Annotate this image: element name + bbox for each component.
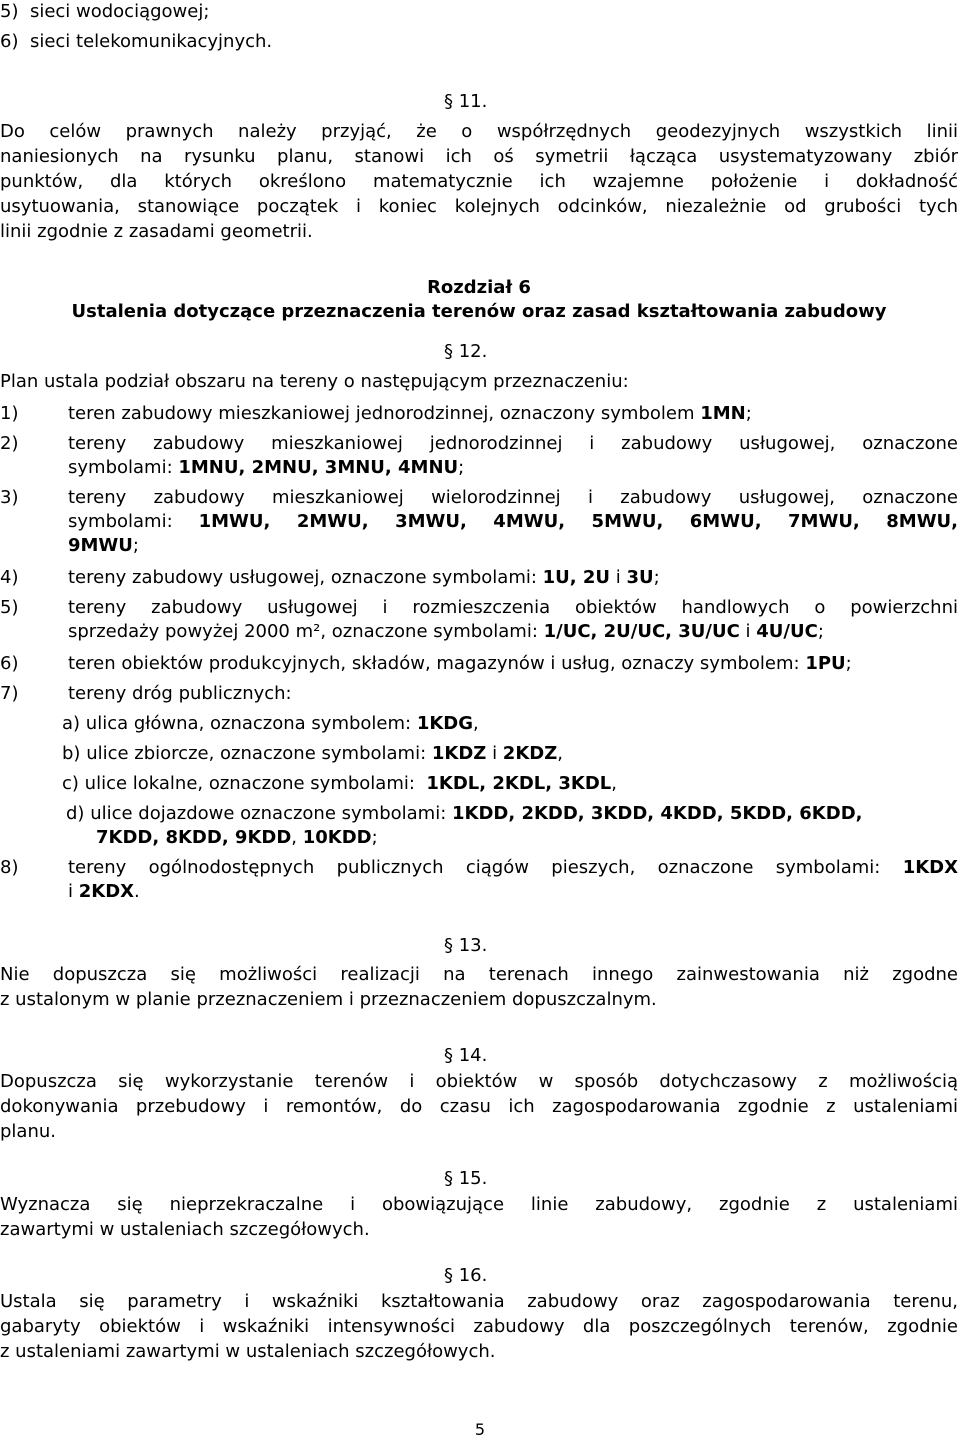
sub-list-item: b) ulice zbiorcze, oznaczone symbolami: 1KDZ i 2KDZ,	[62, 743, 563, 764]
list-number: 6)	[0, 653, 19, 674]
paragraph-line: gabaryty obiektów i wskaźniki intensywności zabudowy dla poszczególnych terenów, zgodnie	[0, 1316, 958, 1337]
chapter-subtitle: Ustalenia dotyczące przeznaczenia terenów oraz zasad kształtowania zabudowy	[71, 301, 887, 322]
list-item-line: tereny zabudowy mieszkaniowej jednorodzinnej i zabudowy usługowej, oznaczone	[68, 433, 958, 454]
list-number: 7)	[0, 683, 19, 704]
paragraph-line: Do celów prawnych należy przyjąć, że o współrzędnych geodezyjnych wszystkich linii	[0, 121, 958, 142]
chapter-title: Rozdział 6	[427, 277, 531, 298]
list-item-line: tereny ogólnodostępnych publicznych ciągów pieszych, oznaczone symbolami: 1KDX	[68, 857, 958, 878]
list-number: 8)	[0, 857, 19, 878]
list-item-line: symbolami: 1MNU, 2MNU, 3MNU, 4MNU;	[68, 457, 465, 478]
paragraph-line: naniesionych na rysunku planu, stanowi ich oś symetrii łącząca usystematyzowany zbiór	[0, 146, 958, 167]
paragraph-line: Dopuszcza się wykorzystanie terenów i obiektów w sposób dotychczasowy z możliwością	[0, 1071, 958, 1092]
paragraph-number: § 15.	[444, 1168, 488, 1189]
paragraph-line: Wyznacza się nieprzekraczalne i obowiązujące linie zabudowy, zgodnie z ustaleniami	[0, 1194, 958, 1215]
sub-list-item: d) ulice dojazdowe oznaczone symbolami: 1KDD, 2KDD, 3KDD, 4KDD, 5KDD, 6KDD,	[66, 803, 863, 824]
sub-list-item: a) ulica główna, oznaczona symbolem: 1KDG,	[62, 713, 479, 734]
page-number: 5	[474, 1420, 486, 1439]
list-item-line: i 2KDX.	[68, 881, 140, 902]
list-number: 3)	[0, 487, 19, 508]
paragraph-number: § 11.	[444, 91, 488, 112]
paragraph-number: § 14.	[444, 1045, 488, 1066]
paragraph-line: planu.	[0, 1121, 56, 1142]
paragraph-line: linii zgodnie z zasadami geometrii.	[0, 221, 313, 242]
paragraph-line: Ustala się parametry i wskaźniki kształtowania zabudowy oraz zagospodarowania terenu,	[0, 1291, 958, 1312]
list-item: tereny zabudowy usługowej, oznaczone symbolami: 1U, 2U i 3U;	[68, 567, 660, 588]
list-item: teren obiektów produkcyjnych, składów, magazynów i usług, oznaczy symbolem: 1PU;	[68, 653, 852, 674]
paragraph-line: zawartymi w ustaleniach szczegółowych.	[0, 1219, 370, 1240]
paragraph-number: § 16.	[444, 1265, 488, 1286]
paragraph-number: § 12.	[444, 341, 488, 362]
list-item: 6) sieci telekomunikacyjnych.	[0, 31, 273, 52]
paragraph-line: Nie dopuszcza się możliwości realizacji na terenach innego zainwestowania niż zgodne	[0, 964, 958, 985]
sub-list-item: c) ulice lokalne, oznaczone symbolami: 1KDL, 2KDL, 3KDL,	[62, 773, 617, 794]
list-item-line: 9MWU;	[68, 535, 139, 556]
paragraph-intro: Plan ustala podział obszaru na tereny o następującym przeznaczeniu:	[0, 371, 629, 392]
list-item: teren zabudowy mieszkaniowej jednorodzinnej, oznaczony symbolem 1MN;	[68, 403, 752, 424]
paragraph-line: dokonywania przebudowy i remontów, do czasu ich zagospodarowania zgodnie z ustaleniami	[0, 1096, 958, 1117]
list-item-line: symbolami: 1MWU, 2MWU, 3MWU, 4MWU, 5MWU, 6MWU, 7MWU, 8MWU,	[68, 511, 959, 532]
sub-list-item-line: 7KDD, 8KDD, 9KDD, 10KDD;	[96, 827, 378, 848]
paragraph-line: punktów, dla których określono matematycznie ich wzajemne położenie i dokładność	[0, 171, 958, 192]
list-item-line: sprzedaży powyżej 2000 m², oznaczone symbolami: 1/UC, 2U/UC, 3U/UC i 4U/UC;	[68, 621, 824, 642]
list-number: 5)	[0, 597, 19, 618]
list-number: 1)	[0, 403, 19, 424]
list-number: 2)	[0, 433, 19, 454]
list-item-line: tereny zabudowy mieszkaniowej wielorodzinnej i zabudowy usługowej, oznaczone	[68, 487, 958, 508]
list-item: 5) sieci wodociągowej;	[0, 1, 210, 22]
list-item: tereny dróg publicznych:	[68, 683, 292, 704]
paragraph-line: z ustalonym w planie przeznaczeniem i przeznaczeniem dopuszczalnym.	[0, 989, 657, 1010]
paragraph-line: z ustaleniami zawartymi w ustaleniach szczegółowych.	[0, 1341, 496, 1362]
paragraph-line: usytuowania, stanowiące początek i koniec kolejnych odcinków, niezależnie od grubości tych	[0, 196, 958, 217]
list-number: 4)	[0, 567, 19, 588]
paragraph-number: § 13.	[444, 935, 488, 956]
list-item-line: tereny zabudowy usługowej i rozmieszczenia obiektów handlowych o powierzchni	[68, 597, 958, 618]
